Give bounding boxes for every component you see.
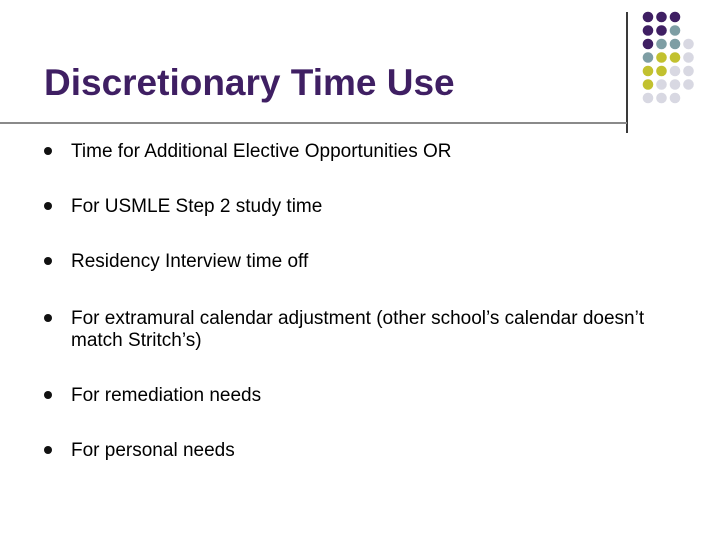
bullet-icon <box>44 257 52 265</box>
bullet-text: For USMLE Step 2 study time <box>71 196 323 217</box>
bullet-icon <box>44 147 52 155</box>
bullet-icon <box>44 391 52 399</box>
slide-title: Discretionary Time Use <box>44 62 455 103</box>
bullet-text: For extramural calendar adjustment (other school’s calendar doesn’t match Stritch’s) <box>71 308 645 351</box>
bullet-icon <box>44 446 52 454</box>
bullet-text: For remediation needs <box>71 385 262 406</box>
bullet-text: For personal needs <box>71 440 235 461</box>
bullet-text: Time for Additional Elective Opportunities OR <box>71 141 452 162</box>
bullet-text: Residency Interview time off <box>71 251 309 272</box>
bullet-icon <box>44 314 52 322</box>
bullet-icon <box>44 202 52 210</box>
